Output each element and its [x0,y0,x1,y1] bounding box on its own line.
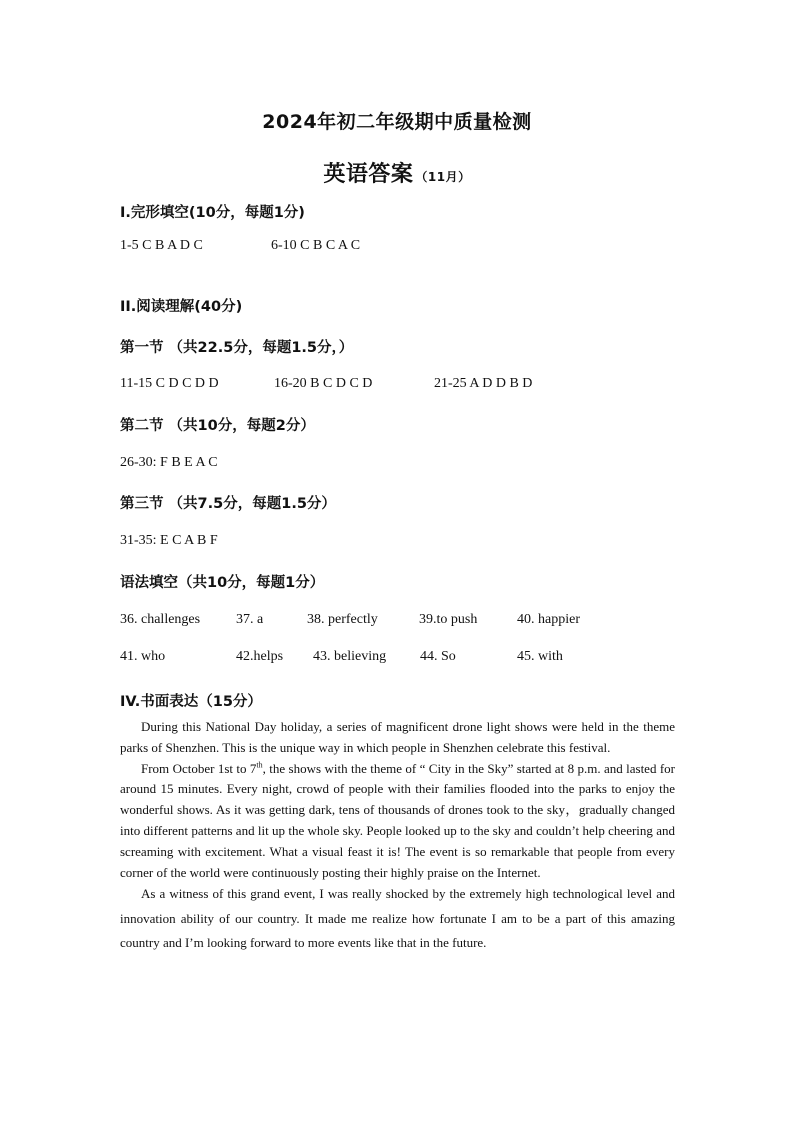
section3-heading: 语法填空（共10分，每题1分） [120,575,325,591]
answer-item: 39.to push [419,612,478,627]
answer-group: 6-10 C B C A C [271,238,361,253]
section1-heading: I.完形填空(10分，每题1分) [120,205,305,221]
answer-group: 26-30: F B E A C [120,455,218,470]
essay-paragraph-3: As a witness of this grand event, I was really shocked by the extremely high technological level and innovation ability of our country. It made me realize how fortunate I am to be a part of this amazing country and I’m looking forward to more events like that in the future. [120,886,675,951]
answer-item: 44. So [420,649,456,664]
section2-heading: II.阅读理解(40分) [120,299,243,315]
answer-group: 1-5 C B A D C [120,238,203,253]
answer-item: 43. believing [313,649,387,664]
section3-answers-row2 [0,649,794,669]
essay-p2-rest: , the shows with the theme of “ City in the Sky” started at 8 p.m. and lasted for around 15 minutes. Every night, crowd of people with their families flooded into the parks to enjoy the wonderful shows. As it was getting dark, tens of thousands of drones took to the sky，gradually changed into different patterns and lit up the whole sky. People looked up to the sky and couldn’t help cheering and screaming with excitement. What a visual feast it is! The event is so remarkable that people from every corner of the world were continuously posting their highly praise on the Internet. [120,760,676,880]
answer-item: 36. challenges [120,612,201,627]
answer-item: 37. a [236,612,264,627]
answer-group: 11-15 C D C D D [120,376,219,391]
document-title: 2024年初二年级期中质量检测 [262,111,532,133]
section3-answers-row1 [0,612,794,632]
answer-item: 42.helps [236,649,284,664]
section2-part3-answers [0,533,794,553]
section2-part1-answers [0,376,794,396]
section2-part2-heading: 第二节 （共10分，每题2分） [120,418,315,434]
section2-part3-heading: 第三节 （共7.5分，每题1.5分） [120,496,336,512]
answer-group: 31-35: E C A B F [120,533,218,548]
document-subtitle [0,157,794,188]
answer-item: 38. perfectly [307,612,378,627]
answer-group: 21-25 A D D B D [434,376,533,391]
section2-part2-answers [0,455,794,475]
subtitle-month: （11月） [415,170,471,184]
essay-p2-start: From October 1st to 7 [141,760,257,776]
section1-answers [0,238,794,258]
essay [120,717,675,956]
essay-paragraph-2 [120,759,675,884]
answer-item: 40. happier [517,612,580,627]
section2-part1-heading: 第一节 （共22.5分，每题1.5分，） [120,340,354,356]
essay-paragraph-1: During this National Day holiday, a series of magnificent drone light shows were held in the theme parks of Shenzhen. This is the unique way in which people in Shenzhen celebrate this festival. [120,719,675,755]
section4-heading: IV.书面表达（15分） [120,694,262,710]
subtitle-text: 英语答案 [323,162,414,187]
essay-p2-superscript: th [256,760,263,770]
answer-item: 41. who [120,649,166,664]
answer-item: 45. with [517,649,563,664]
answer-group: 16-20 B C D C D [274,376,373,391]
